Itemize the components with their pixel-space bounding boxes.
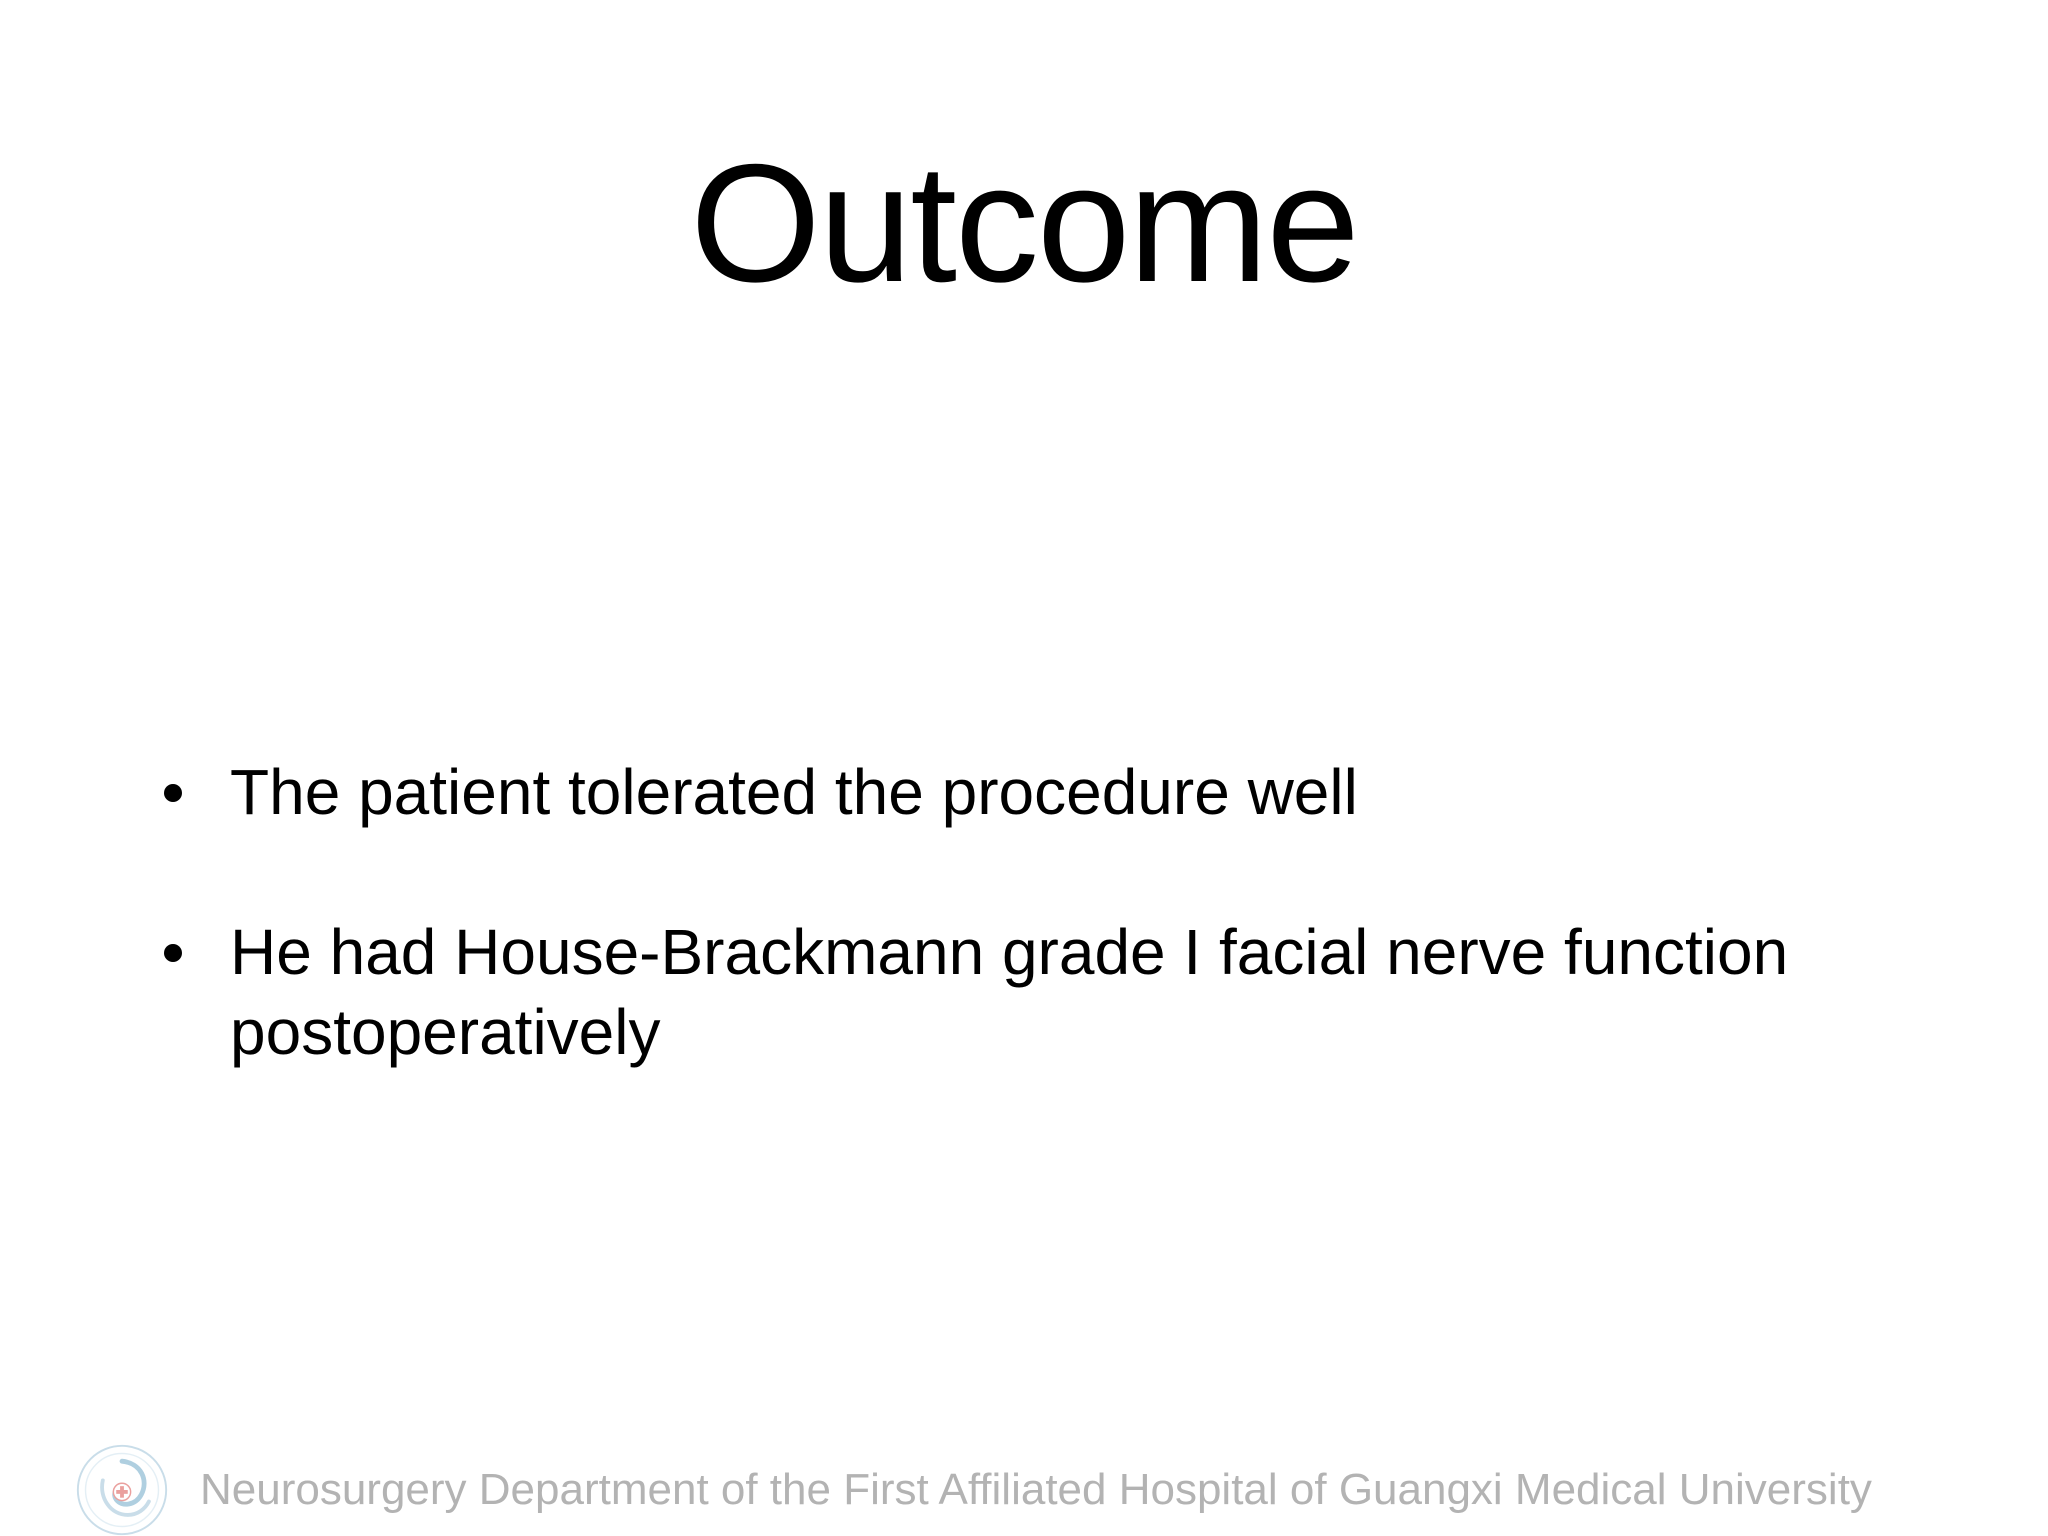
bullet-list [160,752,1920,1152]
slide-title: Outcome [690,129,1358,317]
hospital-emblem-icon [74,1442,170,1536]
bullet-item [160,912,1920,1072]
bullet-dot-icon [164,944,182,962]
bullet-text: The patient tolerated the procedure well [230,756,1358,828]
footer [74,1440,1872,1536]
bullet-text: He had House-Brackmann grade I facial nerve function postoperatively [230,916,1789,1068]
footer-text: Neurosurgery Department of the First Affiliated Hospital of Guangxi Medical University [200,1465,1872,1514]
bullet-dot-icon [164,784,182,802]
bullet-item [160,752,1920,832]
